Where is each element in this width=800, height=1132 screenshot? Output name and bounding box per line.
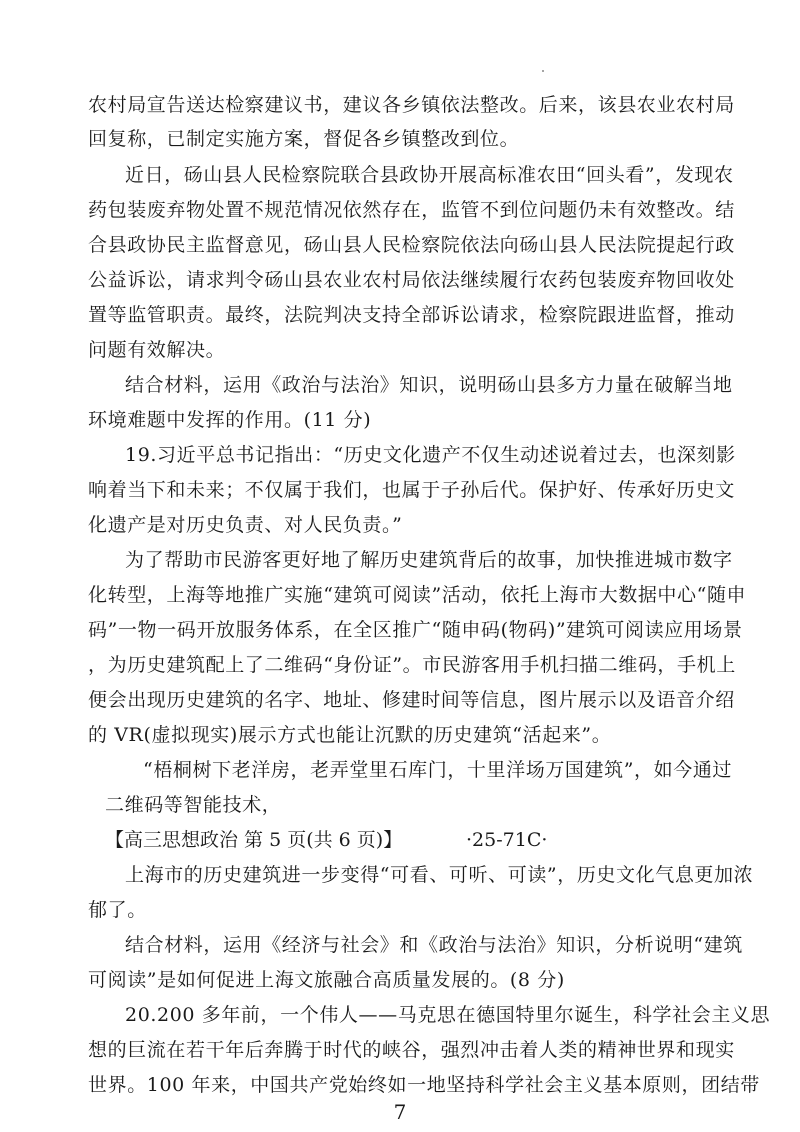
question-prompt: 结合材料，运用《政治与法治》知识，说明砀山县多方力量在破解当地 xyxy=(125,374,733,396)
text-line: 回复称，已制定实施方案，督促各乡镇整改到位。 xyxy=(88,128,520,150)
text-line: 码”一物一码开放服务体系，在全区推广“随申码(物码)”建筑可阅读应用场景 xyxy=(88,619,743,641)
text-line: 公益诉讼，请求判令砀山县农业农村局依法继续履行农药包装废弃物回收处 xyxy=(88,269,735,291)
text-line: 郁了。 xyxy=(88,899,147,921)
text-line: 问题有效解决。 xyxy=(88,339,226,361)
question-prompt: 可阅读”是如何促进上海文旅融合高质量发展的。(8 分) xyxy=(88,969,565,991)
text-line: 农村局宣告送达检察建议书，建议各乡镇依法整改。后来，该县农业农村局 xyxy=(88,94,735,116)
page-footer-label: 【高三思想政治 第 5 页(共 6 页)】 xyxy=(105,829,403,851)
text-line: 为了帮助市民游客更好地了解历史建筑背后的故事，加快推进城市数字 xyxy=(125,549,733,571)
text-line: 合县政协民主监督意见，砀山县人民检察院依法向砀山县人民法院提起行政 xyxy=(88,234,735,256)
text-line: 想的巨流在若干年后奔腾于时代的峡谷，强烈冲击着人类的精神世界和现实 xyxy=(88,1039,735,1061)
text-line: 上海市的历史建筑进一步变得“可看、可听、可读”，历史文化气息更加浓 xyxy=(125,864,754,886)
text-line: 便会出现历史建筑的名字、地址、修建时间等信息，图片展示以及语音介绍 xyxy=(88,689,735,711)
text-line: 药包装废弃物处置不规范情况依然存在，监管不到位问题仍未有效整改。结 xyxy=(88,199,735,221)
text-line: 世界。100 年来，中国共产党始终如一地坚持科学社会主义基本原则，团结带 xyxy=(88,1074,760,1096)
page-number: 7 xyxy=(393,1100,407,1124)
page-footer-code: ·25-71C· xyxy=(466,829,548,851)
text-line: “梧桐树下老洋房，老弄堂里石库门，十里洋场万国建筑”，如今通过 xyxy=(143,759,733,781)
text-line: ，为历史建筑配上了二维码“身份证”。市民游客用手机扫描二维码，手机上 xyxy=(88,654,736,676)
question-prompt: 结合材料，运用《经济与社会》和《政治与法治》知识，分析说明“建筑 xyxy=(125,934,743,956)
question-heading: 20.200 多年前，一个伟人——马克思在德国特里尔诞生，科学社会主义思 xyxy=(125,1004,771,1026)
text-line: 响着当下和未来；不仅属于我们，也属于子孙后代。保护好、传承好历史文 xyxy=(88,479,735,501)
scan-dot xyxy=(542,70,544,72)
text-line: 二维码等智能技术， xyxy=(105,794,282,816)
text-line: 的 VR(虚拟现实)展示方式也能让沉默的历史建筑“活起来”。 xyxy=(88,724,612,746)
question-prompt: 环境难题中发挥的作用。(11 分) xyxy=(88,409,372,431)
question-heading: 19.习近平总书记指出：“历史文化遗产不仅生动述说着过去，也深刻影 xyxy=(125,444,736,466)
text-line: 化转型，上海等地推广实施“建筑可阅读”活动，依托上海市大数据中心“随申 xyxy=(88,584,747,606)
text-line: 近日，砀山县人民检察院联合县政协开展高标准农田“回头看”，发现农 xyxy=(125,164,734,186)
text-line: 置等监管职责。最终，法院判决支持全部诉讼请求，检察院跟进监督，推动 xyxy=(88,304,735,326)
text-line: 化遗产是对历史负责、对人民负责。” xyxy=(88,514,403,536)
